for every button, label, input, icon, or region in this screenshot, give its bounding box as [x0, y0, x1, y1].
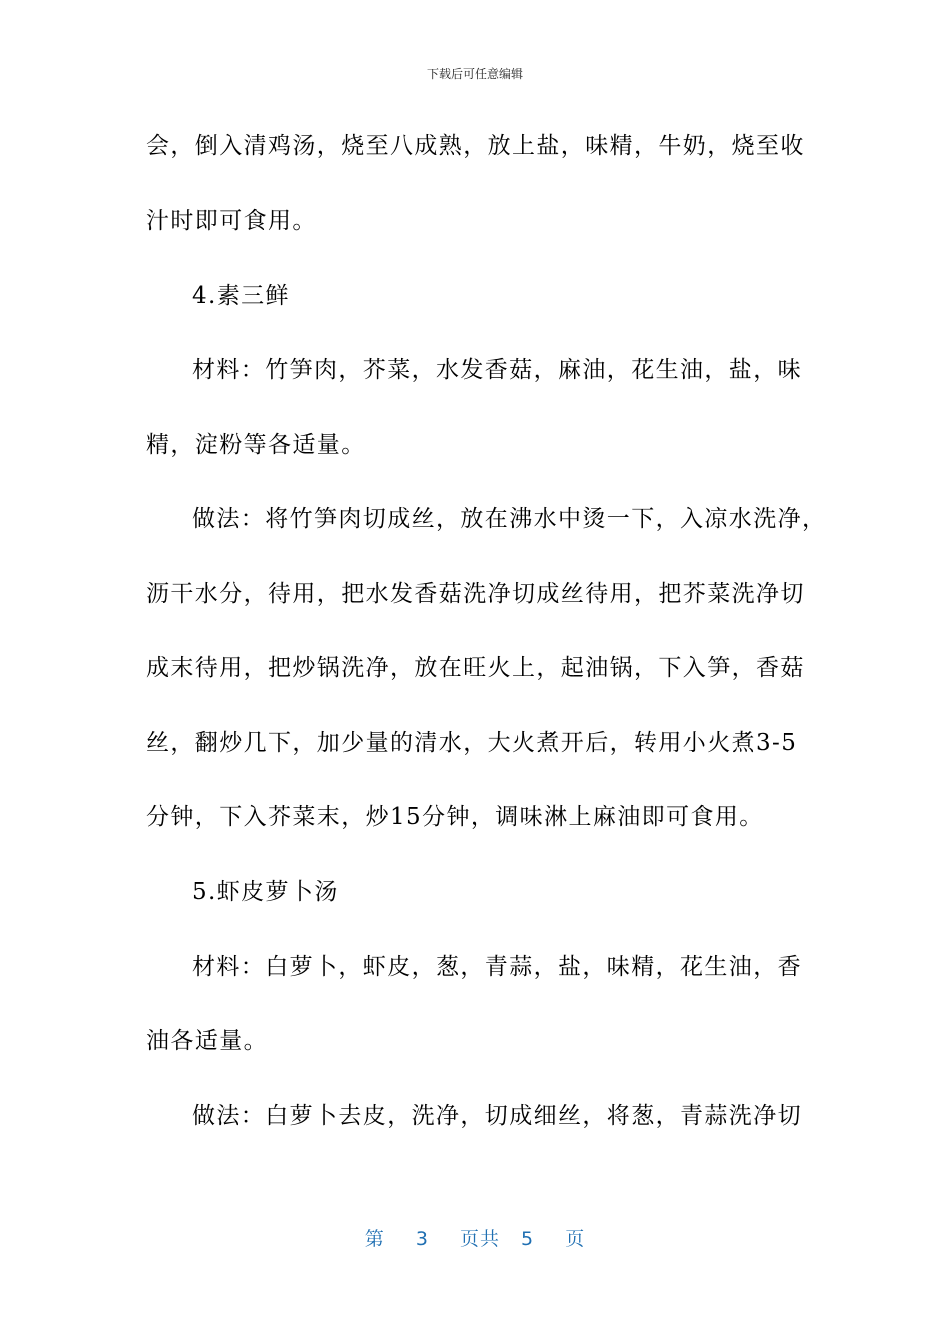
body-line: 材料：竹笋肉，芥菜，水发香菇，麻油，花生油，盐，味 [192, 357, 802, 383]
body-line: 汁时即可食用。 [146, 208, 317, 234]
total-pages-number: 5 [521, 1228, 535, 1250]
section-heading: 4.素三鲜 [192, 283, 290, 309]
body-line: 做法：白萝卜去皮，洗净，切成细丝，将葱，青蒜洗净切 [192, 1103, 802, 1129]
body-line: 沥干水分，待用，把水发香菇洗净切成丝待用，把芥菜洗净切 [146, 581, 805, 607]
section-heading: 5.虾皮萝卜汤 [192, 879, 339, 905]
current-page-number: 3 [415, 1228, 429, 1250]
body-line: 丝，翻炒几下，加少量的清水，大火煮开后，转用小火煮3-5 [146, 730, 798, 756]
body-line: 油各适量。 [146, 1028, 268, 1054]
footer-suffix: 页 [565, 1228, 586, 1250]
body-line: 成末待用，把炒锅洗净，放在旺火上，起油锅，下入笋，香菇 [146, 655, 805, 681]
body-line: 分钟，下入芥菜末，炒15分钟，调味淋上麻油即可食用。 [146, 804, 764, 830]
page-footer [0, 1226, 950, 1252]
body-line: 会，倒入清鸡汤，烧至八成熟，放上盐，味精，牛奶，烧至收 [146, 133, 805, 159]
body-line: 做法：将竹笋肉切成丝，放在沸水中烫一下，入凉水洗净， [192, 506, 827, 532]
footer-prefix: 第 [364, 1228, 385, 1250]
page-header: 下载后可任意编辑 [426, 67, 523, 81]
footer-middle: 页共 [459, 1228, 500, 1250]
body-line: 材料：白萝卜，虾皮，葱，青蒜，盐，味精，花生油，香 [192, 954, 802, 980]
body-line: 精，淀粉等各适量。 [146, 432, 366, 458]
